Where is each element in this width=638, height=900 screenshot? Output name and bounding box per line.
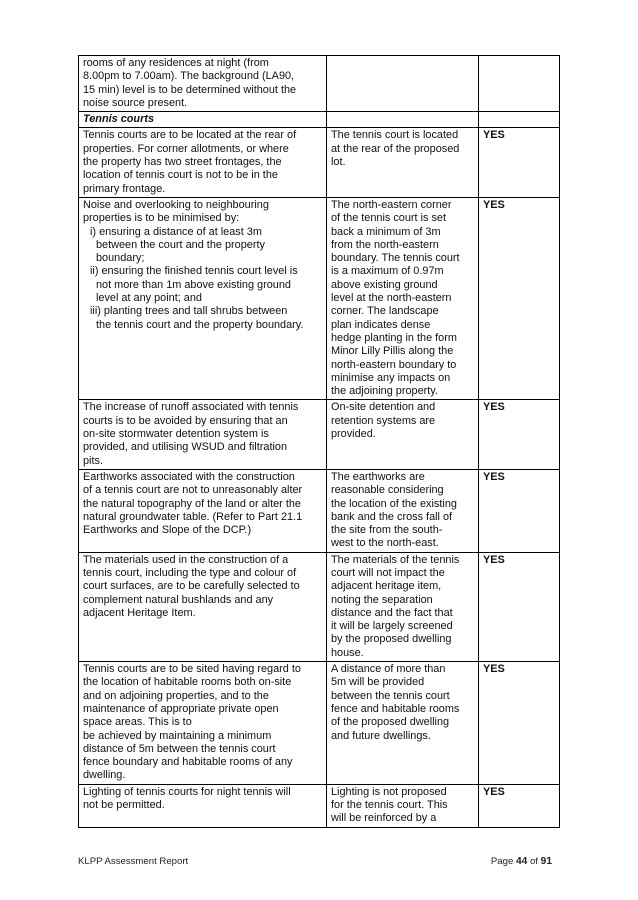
control-cell (79, 400, 327, 469)
section-heading-row (79, 112, 560, 128)
text-line: Noise and overlooking to neighbouring (83, 198, 269, 211)
text-line: adjacent Heritage Item. (83, 606, 196, 619)
text-line: pits. (83, 454, 103, 467)
text-line: complement natural bushlands and any (83, 593, 274, 606)
table-row-continued (79, 56, 560, 112)
text-line: is a maximum of 0.97m (331, 265, 444, 278)
text-line: ii) ensuring the finished tennis court level is (90, 265, 298, 278)
assessment-table (78, 55, 560, 828)
text-line: not more than 1m above existing ground (96, 278, 291, 291)
text-line: properties. For corner allotments, or where (83, 142, 289, 155)
comment-cell (327, 128, 479, 197)
text-line: retention systems are (331, 414, 436, 427)
text-line: the site from the south- (331, 524, 443, 537)
text-line: between the court and the property (96, 238, 265, 251)
text-line: The earthworks are (331, 470, 425, 483)
text-line: 5m will be provided (331, 676, 425, 689)
text-line: level at the north-eastern (331, 292, 452, 305)
text-line: The tennis court is located (331, 129, 459, 142)
text-line: The materials of the tennis (331, 553, 460, 566)
text-line: level at any point; and (96, 292, 202, 305)
text-line: of the proposed dwelling (331, 716, 450, 729)
result-cell: YES (479, 128, 560, 197)
text-line: The north-eastern corner (331, 198, 452, 211)
comment-cell (327, 56, 479, 112)
assessment-table-body (79, 56, 560, 828)
text-line: Lighting of tennis courts for night tennis will (83, 785, 291, 798)
text-line: Minor Lilly Pillis along the (331, 345, 454, 358)
text-line: A distance of more than (331, 663, 446, 676)
text-line: fence boundary and habitable rooms of any (83, 756, 293, 769)
text-line: distance of 5m between the tennis court (83, 742, 276, 755)
text-line: The materials used in the construction of a (83, 553, 289, 566)
text-line: The increase of runoff associated with tennis (83, 401, 299, 414)
comment-cell (327, 662, 479, 785)
table-row (79, 128, 560, 197)
text-line: north-eastern boundary to (331, 358, 457, 371)
text-line: Earthworks associated with the construction (83, 470, 295, 483)
result-cell: YES (479, 784, 560, 827)
text-line: i) ensuring a distance of at least 3m (90, 225, 262, 238)
page-current: 44 (515, 856, 528, 867)
text-line: back a minimum of 3m (331, 225, 441, 238)
report-name: KLPP Assessment Report (78, 856, 189, 867)
text-line: the location of the existing (331, 497, 457, 510)
text-line: court surfaces, are to be carefully selected to (83, 580, 300, 593)
control-cell (79, 128, 327, 197)
text-line: On-site detention and (331, 401, 436, 414)
text-line: and on adjoining properties, and to the (83, 689, 269, 702)
text-line: primary frontage. (83, 182, 166, 195)
text-line: properties is to be minimised by: (83, 212, 240, 225)
text-line: maintenance of appropriate private open (83, 702, 279, 715)
text-line: boundary. The tennis court (331, 252, 460, 265)
text-line: lot. (331, 156, 346, 169)
text-line: boundary; (96, 252, 145, 265)
comment-cell (327, 784, 479, 827)
text-line: it will be largely screened (331, 620, 453, 633)
text-line: the adjoining property. (331, 385, 438, 398)
text-line: Tennis courts are to be sited having regard to (83, 663, 301, 676)
control-cell (79, 197, 327, 399)
text-line: corner. The landscape (331, 305, 439, 318)
text-line: adjacent heritage item, (331, 580, 442, 593)
text-line: natural groundwater table. (Refer to Part 21.1 (83, 510, 303, 523)
text-line: between the tennis court (331, 689, 450, 702)
control-cell (79, 662, 327, 785)
comment-cell (327, 400, 479, 469)
text-line: bank and the cross fall of (331, 510, 453, 523)
text-line: and future dwellings. (331, 729, 431, 742)
comment-cell (327, 469, 479, 552)
table-row (79, 662, 560, 785)
text-line: 8.00pm to 7.00am). The background (LA90, (83, 70, 295, 83)
control-cell (79, 469, 327, 552)
result-cell: YES (479, 469, 560, 552)
control-cell (79, 552, 327, 661)
table-row (79, 469, 560, 552)
result-cell: YES (479, 400, 560, 469)
table-row (79, 552, 560, 661)
page-total: 91 (540, 856, 552, 867)
text-line: of a tennis court are not to unreasonably alter (83, 484, 303, 497)
text-line: fence and habitable rooms (331, 702, 460, 715)
page-of: of (529, 856, 538, 867)
table-row (79, 197, 560, 399)
text-line: of the tennis court is set (331, 212, 447, 225)
text-line: space areas. This is to (83, 716, 192, 729)
text-line: by the proposed dwelling (331, 633, 452, 646)
text-line: court will not impact the (331, 566, 445, 579)
result-cell: YES (479, 197, 560, 399)
text-line: the property has two street frontages, the (83, 156, 282, 169)
text-line: for the tennis court. This (331, 799, 448, 812)
text-line: reasonable considering (331, 484, 444, 497)
text-line: courts is to be avoided by ensuring that an (83, 414, 288, 427)
text-line: tennis court, including the type and colour of (83, 566, 297, 579)
text-line: Lighting is not proposed (331, 785, 447, 798)
text-line: distance and the fact that (331, 606, 453, 619)
text-line: provided, and utilising WSUD and filtration (83, 441, 287, 454)
text-line: will be reinforced by a (331, 812, 437, 825)
text-line: be achieved by maintaining a minimum (83, 729, 272, 742)
text-line: above existing ground (331, 278, 438, 291)
text-line: the location of habitable rooms both on-site (83, 676, 292, 689)
text-line: house. (331, 646, 364, 659)
section-empty-cell (327, 112, 479, 128)
text-line: Tennis courts are to be located at the rear of (83, 129, 297, 142)
text-line: west to the north-east. (331, 537, 439, 550)
text-line: provided. (331, 428, 376, 441)
control-cell (79, 784, 327, 827)
text-line: the natural topography of the land or alter the (83, 497, 301, 510)
table-row (79, 784, 560, 827)
text-line: from the north-eastern (331, 238, 439, 251)
text-line: dwelling. (83, 769, 126, 782)
comment-cell (327, 197, 479, 399)
page-number (491, 856, 552, 867)
result-cell (479, 56, 560, 112)
result-cell: YES (479, 552, 560, 661)
result-cell: YES (479, 662, 560, 785)
section-heading: Tennis courts (79, 112, 327, 128)
text-line: the tennis court and the property boundary. (96, 318, 304, 331)
text-line: 15 min) level is to be determined without the (83, 83, 297, 96)
text-line: hedge planting in the form (331, 331, 457, 344)
page-word: Page (490, 856, 514, 867)
text-line: not be permitted. (83, 799, 165, 812)
text-line: minimise any impacts on (331, 371, 451, 384)
comment-cell (327, 552, 479, 661)
text-line: noise source present. (83, 96, 188, 109)
text-line: at the rear of the proposed (331, 142, 460, 155)
text-line: on-site stormwater detention system is (83, 428, 269, 441)
text-line: rooms of any residences at night (from (83, 57, 269, 69)
text-line: Earthworks and Slope of the DCP.) (83, 524, 252, 537)
text-line: iii) planting trees and tall shrubs between (90, 305, 288, 318)
control-cell (79, 56, 327, 112)
section-empty-cell (479, 112, 560, 128)
text-line: location of tennis court is not to be in the (83, 169, 278, 182)
table-row (79, 400, 560, 469)
text-line: plan indicates dense (331, 318, 431, 331)
text-line: noting the separation (331, 593, 433, 606)
